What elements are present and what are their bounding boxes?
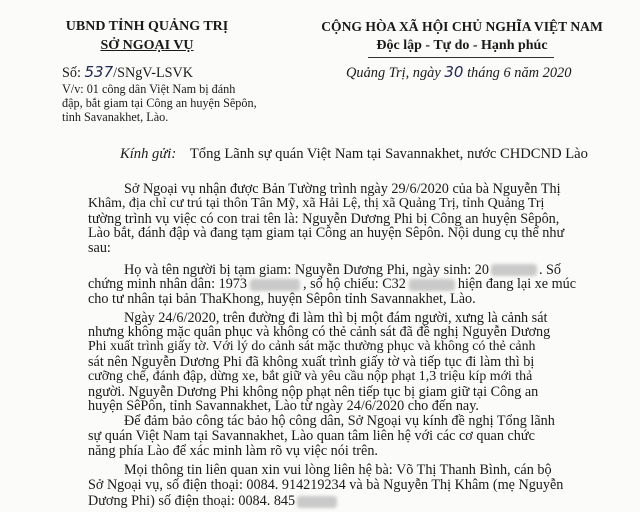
- contact-phone: Dương Phi) số điện thoại: 0084. 845: [88, 493, 296, 509]
- info-job: hiện đang lại xe múc: [457, 276, 577, 293]
- body-line: Khâm, địa chỉ cư trú tại thôn Tân Mỹ, xã Hải Lệ, thị xã Quảng Trị, tỉnh Quảng Trị: [88, 195, 545, 211]
- info-passport: , số hộ chiếu: C32: [303, 276, 406, 293]
- recipient-label: Kính gửi:: [120, 146, 177, 162]
- doc-number-handwritten: 537: [84, 63, 114, 81]
- incident-line: nhưng không mặc quân phục và không có thẻ cảnh sát đã đề nghị Nguyễn Dương: [88, 324, 551, 341]
- incident-line: Ngày 24/6/2020, trên đường đi làm thì bị một đám người, xưng là cảnh sát: [124, 309, 548, 326]
- contact-line: [88, 492, 337, 511]
- info-id-label: . Số: [538, 261, 562, 278]
- body-line: Lào bắt, đánh đập và đang tạm giam tại Công an huyện Sêpôn. Nội dung cụ thể như: [88, 225, 565, 242]
- issuing-department: SỞ NGOẠI VỤ: [100, 38, 194, 53]
- document-number: [62, 63, 193, 83]
- issuing-authority: UBND TỈNH QUẢNG TRỊ: [65, 19, 229, 34]
- date-day-handwritten: 30: [444, 63, 464, 81]
- place-date-month-label: tháng: [467, 65, 500, 81]
- incident-line: cưỡng chế, đánh đập, dừng xe, bắt giữ và yêu cầu nộp phạt 1,3 triệu kíp mới thả: [88, 368, 533, 384]
- request-line: Để đảm bảo công tác bảo hộ công dân, Sở Ngoại vụ kính đề nghị Tổng lãnh: [124, 413, 555, 430]
- incident-line: người. Nguyễn Dương Phi không nộp phạt nên tiếp tục bị giam giữ tại Công an: [88, 383, 539, 400]
- info-id-number: chứng minh nhân dân: 1973: [88, 276, 247, 293]
- body-line: sau:: [88, 240, 111, 257]
- place-date-prefix: Quảng Trị, ngày: [346, 65, 441, 81]
- request-line: sự quán Việt Nam tại Savannakhet, Lào quan tâm liên hệ với các cơ quan chức: [88, 428, 535, 445]
- incident-line: huyện SêPôn, tỉnh Savannakhet, Lào từ ngày 24/6/2020 cho đến nay.: [88, 398, 479, 415]
- redacted-phone: [297, 496, 337, 508]
- contact-line: Sở Ngoại vụ, số điện thoại: 0084. 914219234 và bà Nguyễn Thị Khâm (mẹ Nguyễn: [88, 477, 564, 494]
- place-date-month: 6: [503, 65, 511, 81]
- doc-number-suffix: /SNgV-LSVK: [113, 65, 194, 81]
- doc-number-prefix: Số:: [62, 65, 81, 81]
- recipient-name: Tổng Lãnh sự quán Việt Nam tại Savannakhet, nước CHDCND Lào: [189, 146, 588, 162]
- place-date-year: năm 2020: [514, 65, 572, 81]
- document-subject: [62, 82, 257, 124]
- national-title: CỘNG HÒA XÃ HỘI CHỦ NGHĨA VIỆT NAM: [321, 19, 603, 34]
- body-line: tường trình vụ việc có con trai tên là: Nguyễn Dương Phi bị Công an huyện Sêpôn,: [88, 210, 560, 227]
- motto-underline: [368, 57, 554, 58]
- body-line: Sở Ngoại vụ nhận được Bản Tường trình ngày 29/6/2020 của bà Nguyễn Thị: [124, 181, 561, 197]
- contact-line: Mọi thông tin liên quan xin vui lòng liên hệ bà: Võ Thị Thanh Bình, cán bộ: [124, 462, 552, 479]
- national-motto: Độc lập - Tự do - Hạnh phúc: [376, 38, 548, 53]
- subject-line: V/v: 01 công dân Việt Nam bị đánh: [62, 82, 236, 96]
- subject-line: đập, bắt giam tại Công an huyện Sêpôn,: [62, 96, 257, 110]
- info-name-dob: Họ và tên người bị tạm giam: Nguyễn Dương Phi, ngày sinh: 20: [124, 261, 489, 278]
- recipient-line: [120, 146, 588, 163]
- info-line-location: cho tư nhân tại bản ThaKhong, huyện Sêpôn tỉnh Savannakhet, Lào.: [88, 291, 476, 308]
- incident-line: sát nên Nguyễn Dương Phi đã không xuất trình giấy tờ và tiếp tục đi làm thì bị: [88, 354, 535, 371]
- incident-line: Phi xuất trình giấy tờ. Với lý do cảnh sát mặc thường phục và không có thẻ cảnh: [88, 339, 536, 355]
- subject-line: tỉnh Savanakhet, Lào.: [62, 110, 169, 124]
- place-date: [346, 63, 571, 82]
- request-line: năng phía Lào để xác minh làm rõ vụ việc nói trên.: [88, 442, 378, 459]
